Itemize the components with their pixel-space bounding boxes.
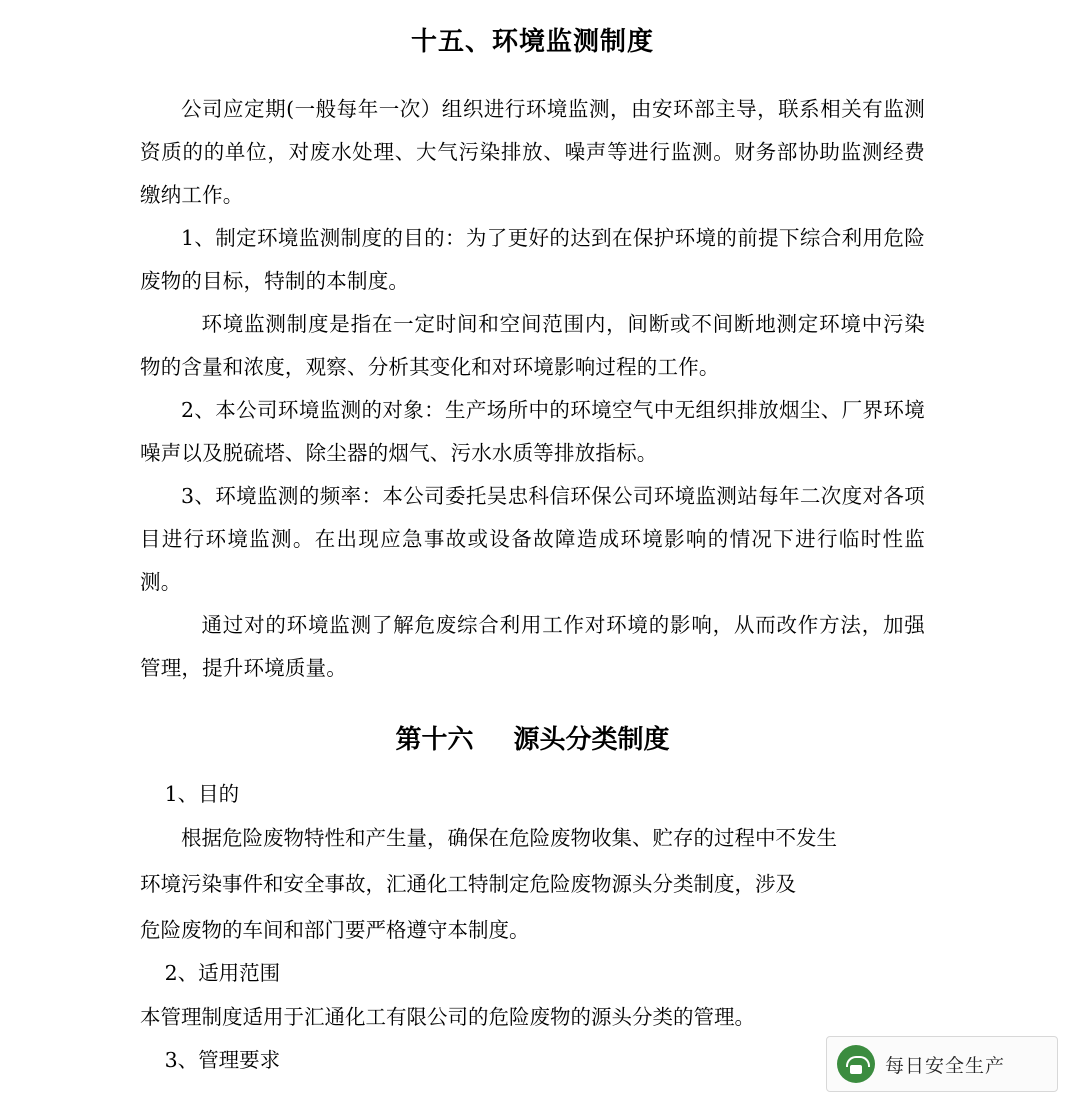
- list-item: 根据危险废物特性和产生量，确保在危险废物收集、贮存的过程中不发生: [181, 825, 837, 850]
- paragraph: 2、本公司环境监测的对象：生产场所中的环境空气中无组织排放烟尘、厂界环境噪声以及脱硫塔、除尘器的烟气、污水水质等排放指标。: [140, 397, 925, 465]
- wechat-official-account-icon: [837, 1045, 875, 1083]
- list-item: 本管理制度适用于汇通化工有限公司的危险废物的源头分类的管理。: [140, 1004, 755, 1029]
- section-two-title-right: 源头分类制度: [513, 724, 670, 755]
- section-two-body: [140, 774, 925, 1081]
- paragraph: 3、环境监测的频率：本公司委托吴忠科信环保公司环境监测站每年二次度对各项目进行环境监测。在出现应急事故或设备故障造成环境影响的情况下进行临时性监测。: [140, 483, 925, 594]
- section-one-body: [140, 88, 925, 690]
- list-item: 危险废物的车间和部门要严格遵守本制度。: [140, 917, 530, 942]
- list-item-heading: 3、管理要求: [164, 1047, 281, 1072]
- paragraph: 通过对的环境监测了解危废综合利用工作对环境的影响，从而改作方法，加强管理，提升环境质量。: [140, 612, 925, 680]
- list-item-heading: 1、目的: [164, 781, 240, 806]
- watermark-badge: [826, 1036, 1058, 1092]
- list-item: 环境污染事件和安全事故，汇通化工特制定危险废物源头分类制度，涉及: [140, 871, 796, 896]
- page-title: 十五、环境监测制度: [410, 27, 654, 57]
- list-item-heading: 2、适用范围: [164, 960, 281, 985]
- section-two-title: [140, 690, 925, 758]
- paragraph: 环境监测制度是指在一定时间和空间范围内，间断或不间断地测定环境中污染物的含量和浓度，观察、分析其变化和对环境影响过程的工作。: [140, 311, 925, 379]
- section-two-title-left: 第十六: [395, 724, 474, 755]
- document-page: [0, 14, 1080, 1114]
- paragraph: 公司应定期(一般每年一次）组织进行环境监测，由安环部主导，联系相关有监测资质的的单位，对废水处理、大气污染排放、噪声等进行监测。财务部协助监测经费缴纳工作。: [140, 96, 925, 207]
- watermark-label: 每日安全生产: [885, 1054, 1006, 1077]
- paragraph: 1、制定环境监测制度的目的：为了更好的达到在保护环境的前提下综合利用危险废物的目标，特制的本制度。: [140, 225, 925, 293]
